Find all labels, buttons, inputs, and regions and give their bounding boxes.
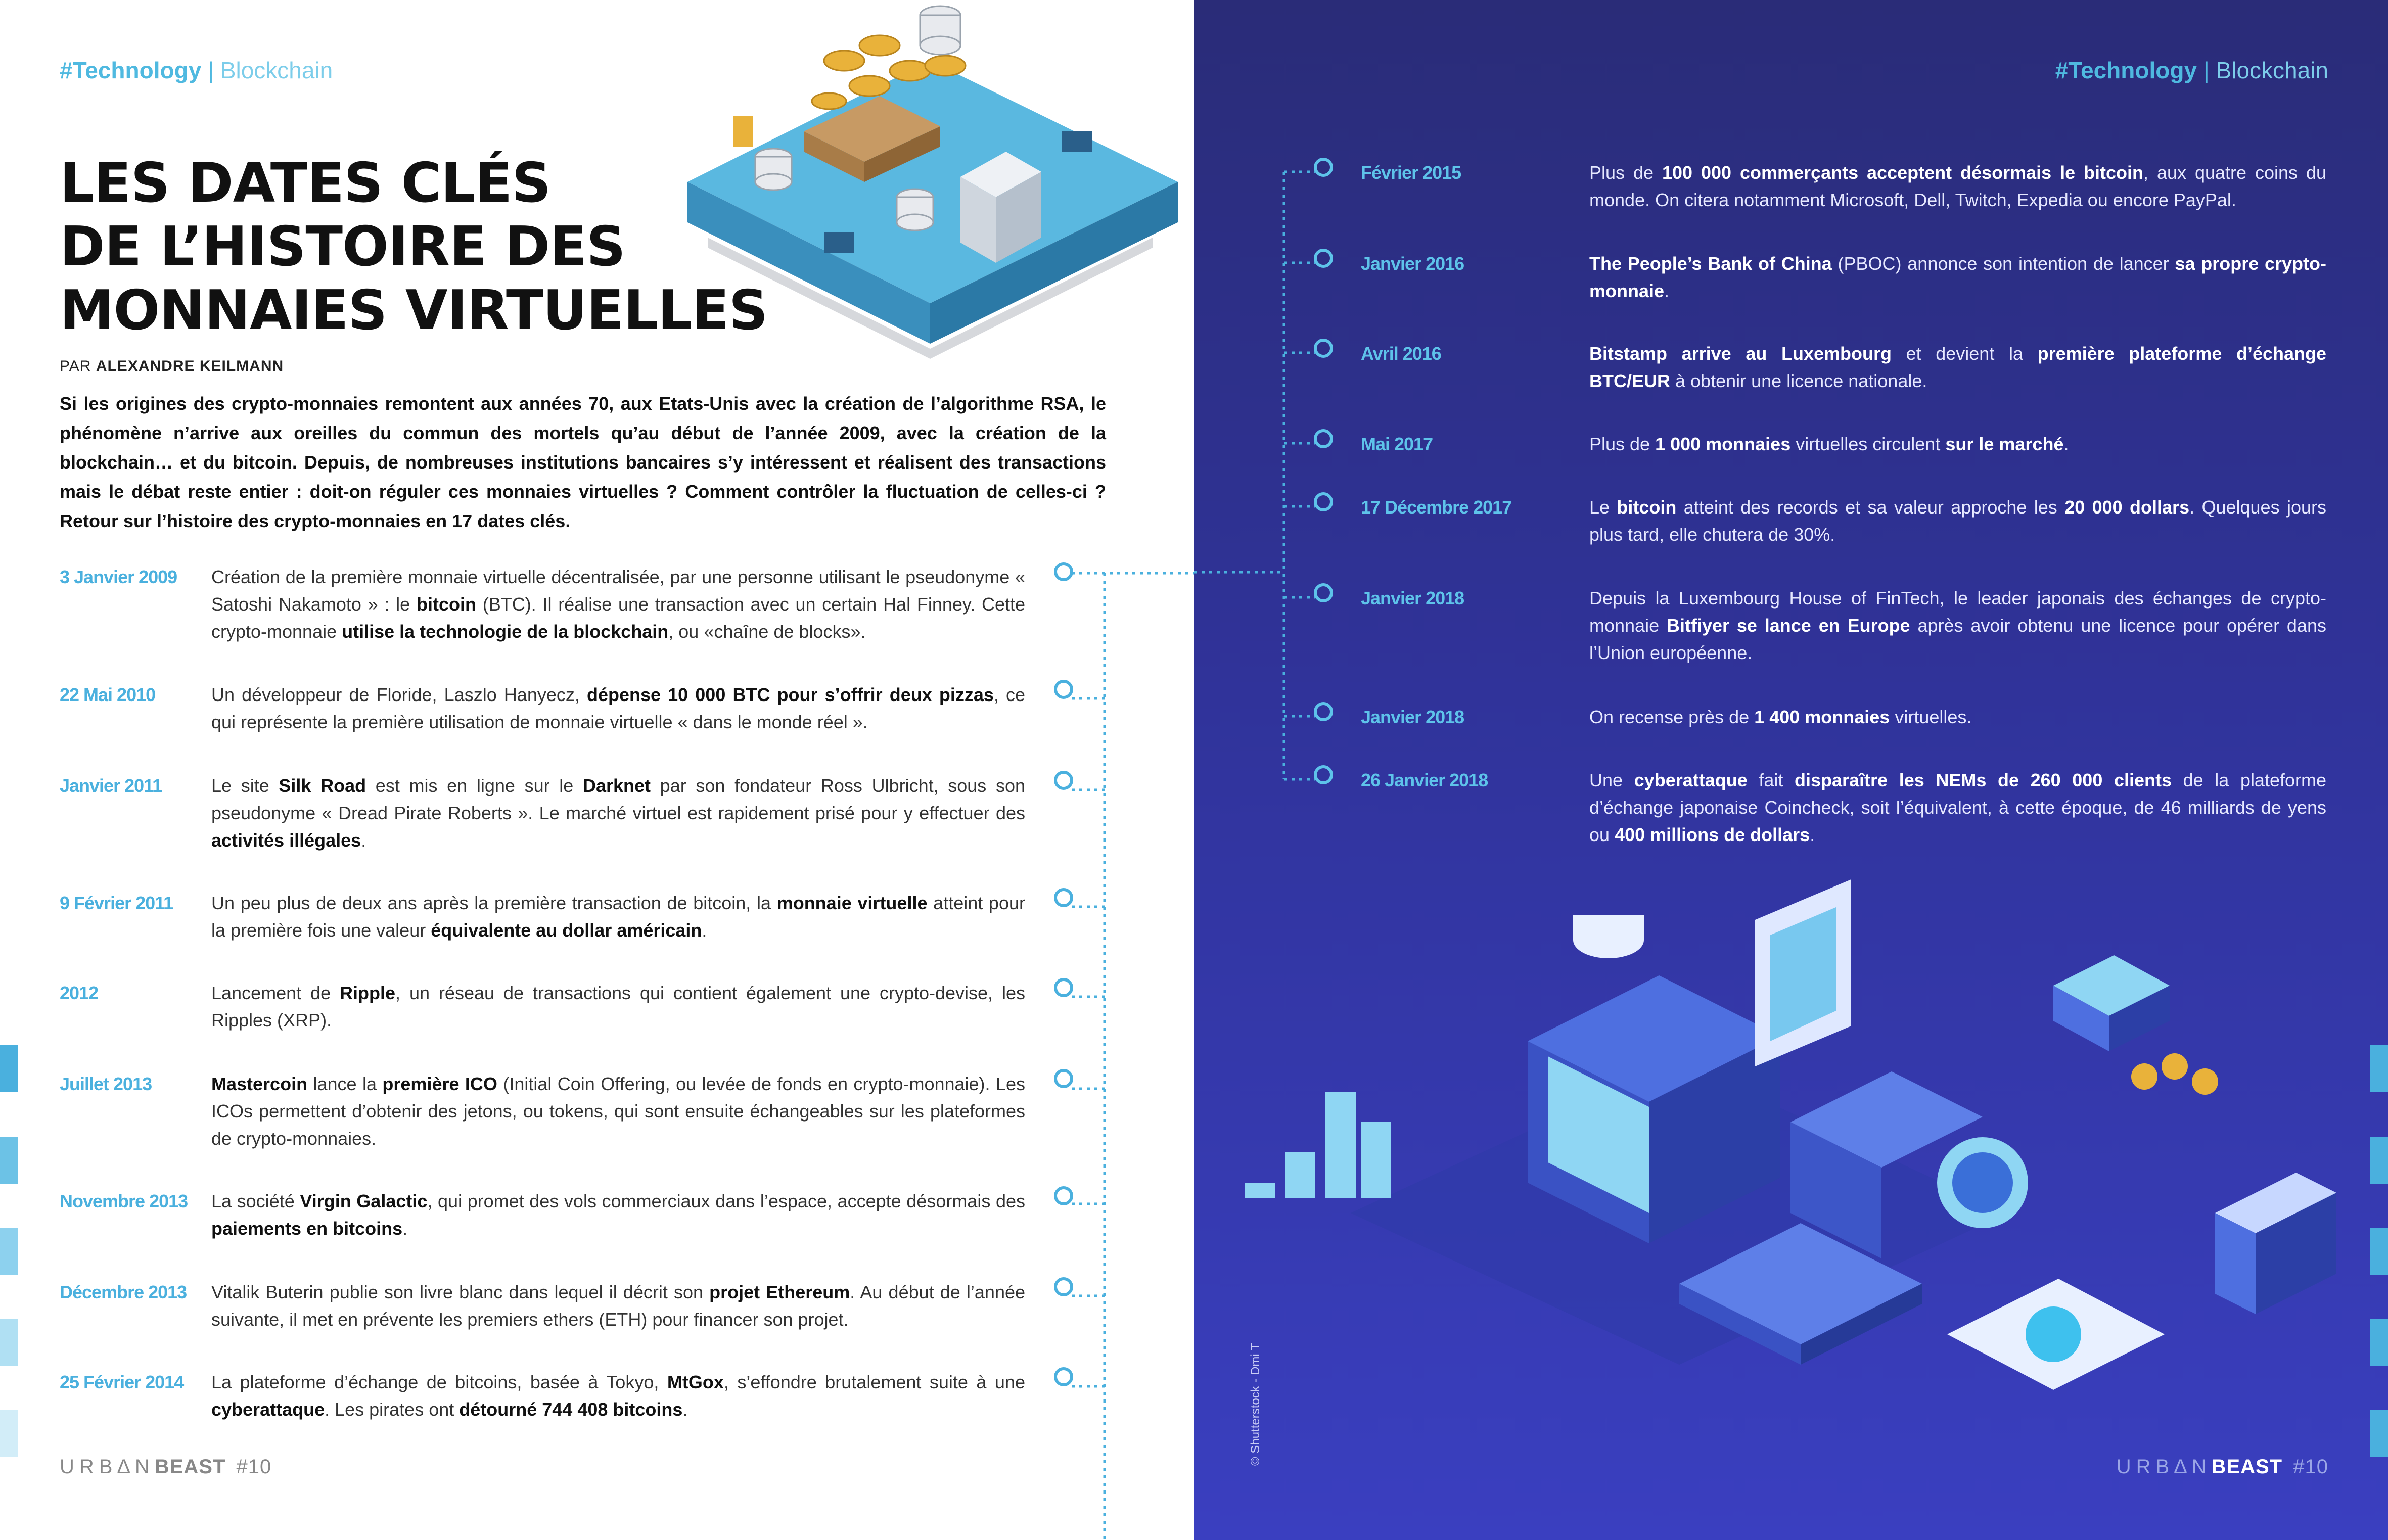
timeline-description: Une cyberattaque fait disparaître les NEMs de 260 000 clients de la plateforme d’échange japonaise Coincheck, soit l’équivalent, à cette époque, de 46 milliards de yens ou 400 millions de dollars. [1589,770,2327,845]
article-title: LES DATES CLÉS DE L’HISTOIRE DES MONNAIES VIRTUELLES [60,152,768,342]
margin-tab [2370,1319,2388,1366]
fintech-illustration [1224,859,2336,1516]
timeline-node-icon [1052,1067,1075,1090]
timeline-description: Le site Silk Road est mis en ligne sur le Darknet par son fondateur Ross Ulbricht, sous son pseudonyme « Dread Pirate Roberts ». Le marché virtuel est rapidement prisé pour y effectuer des activités illégales. [211,775,1026,851]
timeline-date: 26 Janvier 2018 [1361,770,1488,790]
hashtag[interactable]: #Technology [60,57,202,83]
timeline-date: Janvier 2018 [1361,707,1464,727]
byline: PAR ALEXANDRE KEILMANN [60,358,284,375]
footer-brand: URB∆NBEAST #10 [60,1456,272,1478]
timeline-date: Janvier 2016 [1361,253,1464,274]
margin-tab [0,1228,18,1275]
timeline-node-icon [1052,1366,1075,1388]
timeline-description: Plus de 1 000 monnaies virtuelles circulent sur le marché. [1589,434,2069,454]
footer-brand: URB∆NBEAST #10 [2116,1456,2328,1478]
timeline-node-icon [1052,561,1075,583]
timeline-date: Novembre 2013 [60,1191,188,1211]
margin-tab [0,1045,18,1092]
timeline-node-icon [1312,582,1335,604]
timeline-date: Mai 2017 [1361,434,1433,454]
intro-paragraph: Si les origines des crypto-monnaies remontent aux années 70, aux Etats-Unis avec la création de l’algorithme RSA, le phénomène n’arrive aux oreilles du commun des mortels qu’au début de l’année 2009, avec la création de la blockchain… et du bitcoin. Depuis, de nombreuses institutions bancaires s’y intéressent et réalisent des transactions mais le débat reste entier : doit-on réguler ces monnaies virtuelles ? Comment contrôler la fluctuation de celles-ci ? Retour sur l’histoire des crypto-monnaies en 17 dates clés. [60,393,1106,531]
timeline-description: Depuis la Luxembourg House of FinTech, le leader japonais des échanges de crypto-monnaie Bitfiyer se lance en Europe après avoir obtenu une licence pour opérer dans l’Union européenne. [1589,588,2326,663]
margin-tab [0,1137,18,1184]
timeline-node-icon [1052,1276,1075,1298]
timeline-description: Bitstamp arrive au Luxembourg et devient la première plateforme d’échange BTC/EUR à obtenir une licence nationale. [1589,343,2327,391]
timeline-date: Janvier 2018 [1361,588,1464,609]
timeline-connector-left [1051,566,1194,1540]
timeline-node-icon [1312,247,1335,269]
timeline-node-icon [1052,678,1075,701]
timeline-date: 17 Décembre 2017 [1361,497,1512,518]
margin-tab [2370,1137,2388,1184]
timeline-description: Vitalik Buterin publie son livre blanc dans lequel il décrit son projet Ethereum. Au début de l’année suivante, il met en prévente les premiers ethers (ETH) pour financer son projet. [211,1282,1026,1330]
author-name: ALEXANDRE KEILMANN [96,358,284,375]
timeline-node-icon [1312,428,1335,450]
timeline-node-icon [1312,491,1335,513]
timeline-node-icon [1052,976,1075,999]
timeline-description: Un peu plus de deux ans après la première transaction de bitcoin, la monnaie virtuelle atteint pour la première fois une valeur équivalente au dollar américain. [211,893,1025,941]
timeline-node-icon [1052,769,1075,791]
margin-tab [2370,1045,2388,1092]
timeline-date: 25 Février 2014 [60,1372,184,1392]
timeline-description: Lancement de Ripple, un réseau de transactions qui contient également une crypto-devise, les Ripples (XRP). [211,983,1025,1031]
timeline-description: On recense près de 1 400 monnaies virtuelles. [1589,707,1972,727]
timeline-node-icon [1052,1185,1075,1207]
timeline-description: Création de la première monnaie virtuelle décentralisée, par une personne utilisant le pseudonyme « Satoshi Nakamoto » : le bitcoin (BTC). Il réalise une transaction avec un certain Hal Finney. Cette crypto-monnaie utilise la technologie de la blockchain, ou «chaîne de blocks». [211,567,1026,642]
timeline-date: Février 2015 [1361,162,1461,183]
timeline-date: 2012 [60,983,99,1003]
photo-credit: © Shutterstock - Dmi T [1249,1343,1262,1466]
timeline-date: 3 Janvier 2009 [60,567,177,587]
section-tag: #Technology | Blockchain [2055,57,2328,83]
timeline-description: Mastercoin lance la première ICO (Initial Coin Offering, ou levée de fonds en crypto-monnaie). Les ICOs permettent d’obtenir des jetons, ou tokens, qui sont ensuite échangeables sur les plateformes de crypto-monnaies. [211,1074,1025,1149]
timeline-date: 9 Février 2011 [60,893,173,913]
timeline-node-icon [1312,337,1335,359]
right-page [1194,0,2388,1540]
timeline-description: La société Virgin Galactic, qui promet des vols commerciaux dans l’espace, accepte désormais des paiements en bitcoins. [211,1191,1025,1239]
timeline-date: Juillet 2013 [60,1074,152,1094]
margin-tab [0,1319,18,1366]
timeline-node-icon [1052,886,1075,909]
section-name[interactable]: Blockchain [2216,57,2328,83]
margin-tab [2370,1410,2388,1457]
margin-tab [0,1410,18,1457]
timeline-date: 22 Mai 2010 [60,684,156,705]
margin-tab [2370,1228,2388,1275]
timeline-description: Plus de 100 000 commerçants acceptent désormais le bitcoin, aux quatre coins du monde. On citera notamment Microsoft, Dell, Twitch, Expedia ou encore PayPal. [1589,162,2327,210]
hashtag[interactable]: #Technology [2055,57,2197,83]
timeline-description: The People’s Bank of China (PBOC) annonce son intention de lancer sa propre crypto-monnaie. [1589,253,2326,301]
timeline-node-icon [1312,764,1335,786]
timeline-node-icon [1312,156,1335,178]
timeline-date: Avril 2016 [1361,343,1441,364]
timeline-description: La plateforme d’échange de bitcoins, basée à Tokyo, MtGox, s’effondre brutalement suite à une cyberattaque. Les pirates ont détourné 744 408 bitcoins. [211,1372,1025,1420]
section-tag: #Technology | Blockchain [60,57,333,83]
timeline-description: Un développeur de Floride, Laszlo Hanyecz, dépense 10 000 BTC pour s’offrir deux pizzas, ce qui représente la première utilisation de monnaie virtuelle « dans le monde réel ». [211,684,1025,732]
section-name[interactable]: Blockchain [220,57,333,83]
timeline-description: Le bitcoin atteint des records et sa valeur approche les 20 000 dollars. Quelques jours plus tard, elle chutera de 30%. [1589,497,2326,545]
timeline-node-icon [1312,701,1335,723]
timeline-date: Décembre 2013 [60,1282,187,1302]
timeline-date: Janvier 2011 [60,775,162,796]
